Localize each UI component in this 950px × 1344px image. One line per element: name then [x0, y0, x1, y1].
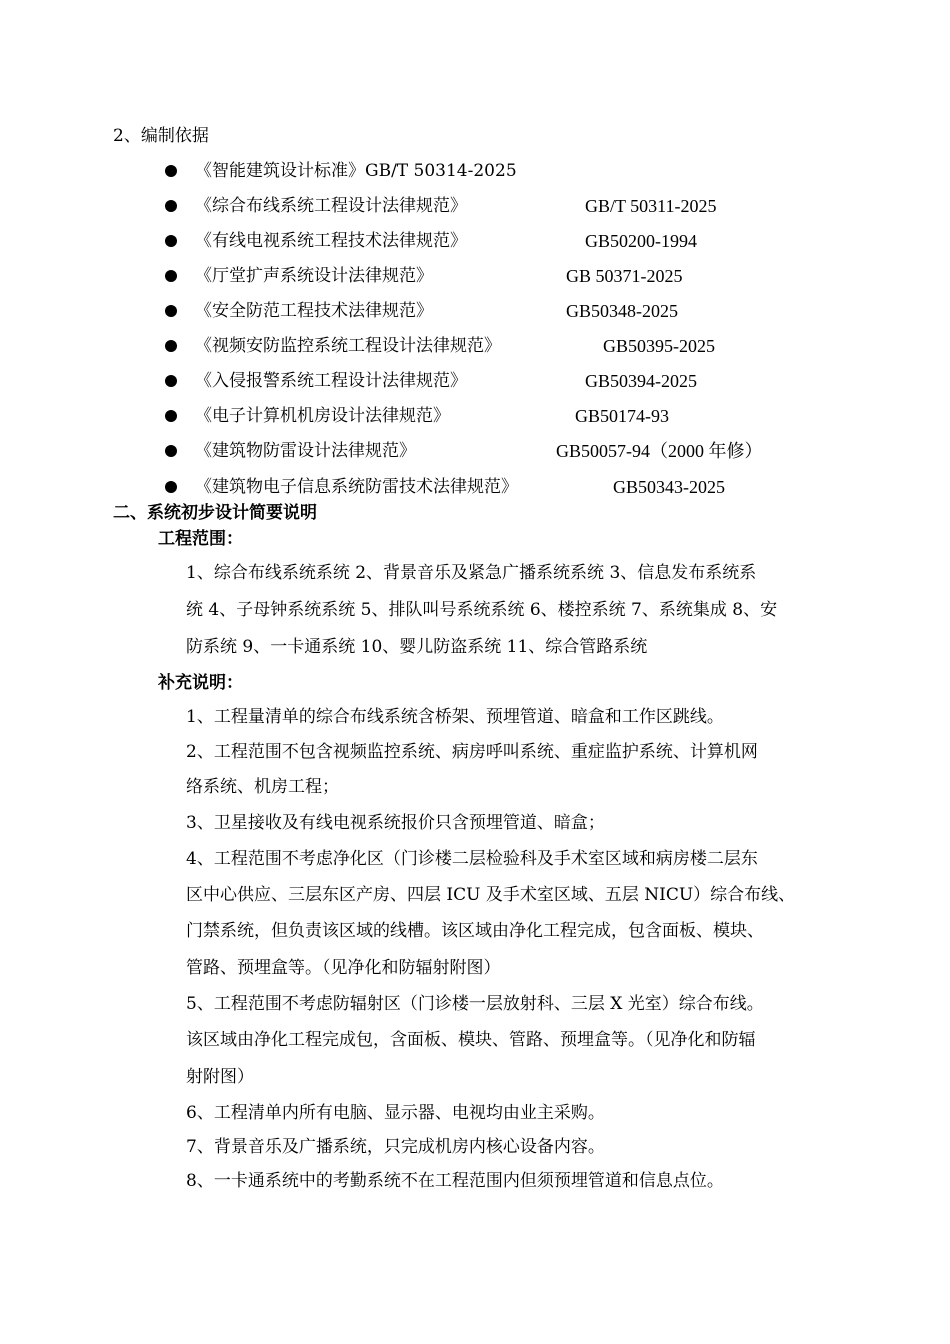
paragraph-line: 1、工程量清单的综合布线系统含桥架、预埋管道、暗盒和工作区跳线。 — [186, 707, 724, 727]
paragraph-line: 该区域由净化工程完成包，含面板、模块、管路、预埋盒等。（见净化和防辐 — [186, 1030, 756, 1050]
bullet-icon — [165, 340, 177, 352]
section-heading: 二、系统初步设计简要说明 — [113, 503, 317, 523]
standard-name: 《入侵报警系统工程设计法律规范》 — [195, 371, 467, 391]
paragraph-line: 防系统 9、一卡通系统 10、婴儿防盗系统 11、综合管路系统 — [186, 637, 648, 657]
scope-heading: 工程范围： — [158, 529, 243, 549]
standard-name: 《电子计算机机房设计法律规范》 — [195, 406, 450, 426]
bullet-icon — [165, 165, 177, 177]
standard-code: GB/T 50311-2025 — [585, 196, 717, 216]
bullet-icon — [165, 481, 177, 493]
standard-name: 《智能建筑设计标准》GB/T 50314-2025 — [195, 161, 517, 181]
paragraph-line: 8、一卡通系统中的考勤系统不在工程范围内但须预埋管道和信息点位。 — [186, 1171, 724, 1191]
paragraph-line: 统 4、子母钟系统系统 5、排队叫号系统系统 6、楼控系统 7、系统集成 8、安 — [186, 600, 778, 620]
paragraph-line: 区中心供应、三层东区产房、四层 ICU 及手术室区域、五层 NICU）综合布线、 — [186, 885, 796, 905]
bullet-icon — [165, 200, 177, 212]
standard-code: GB50200-1994 — [585, 231, 697, 251]
basis-heading: 2、编制依据 — [113, 126, 209, 146]
paragraph-line: 络系统、机房工程； — [186, 777, 339, 797]
paragraph-line: 4、工程范围不考虑净化区（门诊楼二层检验科及手术室区域和病房楼二层东 — [186, 849, 758, 869]
paragraph-line: 门禁系统，但负责该区域的线槽。该区域由净化工程完成，包含面板、模块、 — [186, 921, 764, 941]
standard-code: GB50395-2025 — [603, 336, 715, 356]
paragraph-line: 5、工程范围不考虑防辐射区（门诊楼一层放射科、三层 X 光室）综合布线。 — [186, 994, 764, 1014]
bullet-icon — [165, 410, 177, 422]
standard-name: 《安全防范工程技术法律规范》 — [195, 301, 433, 321]
standard-code: GB50394-2025 — [585, 371, 697, 391]
paragraph-line: 7、背景音乐及广播系统，只完成机房内核心设备内容。 — [186, 1137, 605, 1157]
bullet-icon — [165, 305, 177, 317]
standard-name: 《建筑物电子信息系统防雷技术法律规范》 — [195, 477, 518, 497]
paragraph-line: 2、工程范围不包含视频监控系统、病房呼叫系统、重症监护系统、计算机网 — [186, 742, 758, 762]
standard-name: 《有线电视系统工程技术法律规范》 — [195, 231, 467, 251]
bullet-icon — [165, 445, 177, 457]
standard-name: 《建筑物防雷设计法律规范》 — [195, 441, 416, 461]
bullet-icon — [165, 270, 177, 282]
bullet-icon — [165, 375, 177, 387]
paragraph-line: 1、综合布线系统系统 2、背景音乐及紧急广播系统系统 3、信息发布系统系 — [186, 563, 757, 583]
standard-code: GB50057-94（2000 年修） — [556, 441, 763, 461]
standard-code: GB50343-2025 — [613, 477, 725, 497]
standard-name: 《视频安防监控系统工程设计法律规范》 — [195, 336, 501, 356]
standard-code: GB50174-93 — [575, 406, 669, 426]
standard-code: GB50348-2025 — [566, 301, 678, 321]
paragraph-line: 3、卫星接收及有线电视系统报价只含预埋管道、暗盒； — [186, 813, 605, 833]
bullet-icon — [165, 235, 177, 247]
standard-code: GB 50371-2025 — [566, 266, 683, 286]
standard-name: 《综合布线系统工程设计法律规范》 — [195, 196, 467, 216]
supplement-heading: 补充说明： — [158, 673, 243, 693]
paragraph-line: 射附图） — [186, 1067, 254, 1087]
paragraph-line: 6、工程清单内所有电脑、显示器、电视均由业主采购。 — [186, 1103, 605, 1123]
paragraph-line: 管路、预埋盒等。（见净化和防辐射附图） — [186, 958, 501, 978]
standard-name: 《厅堂扩声系统设计法律规范》 — [195, 266, 433, 286]
